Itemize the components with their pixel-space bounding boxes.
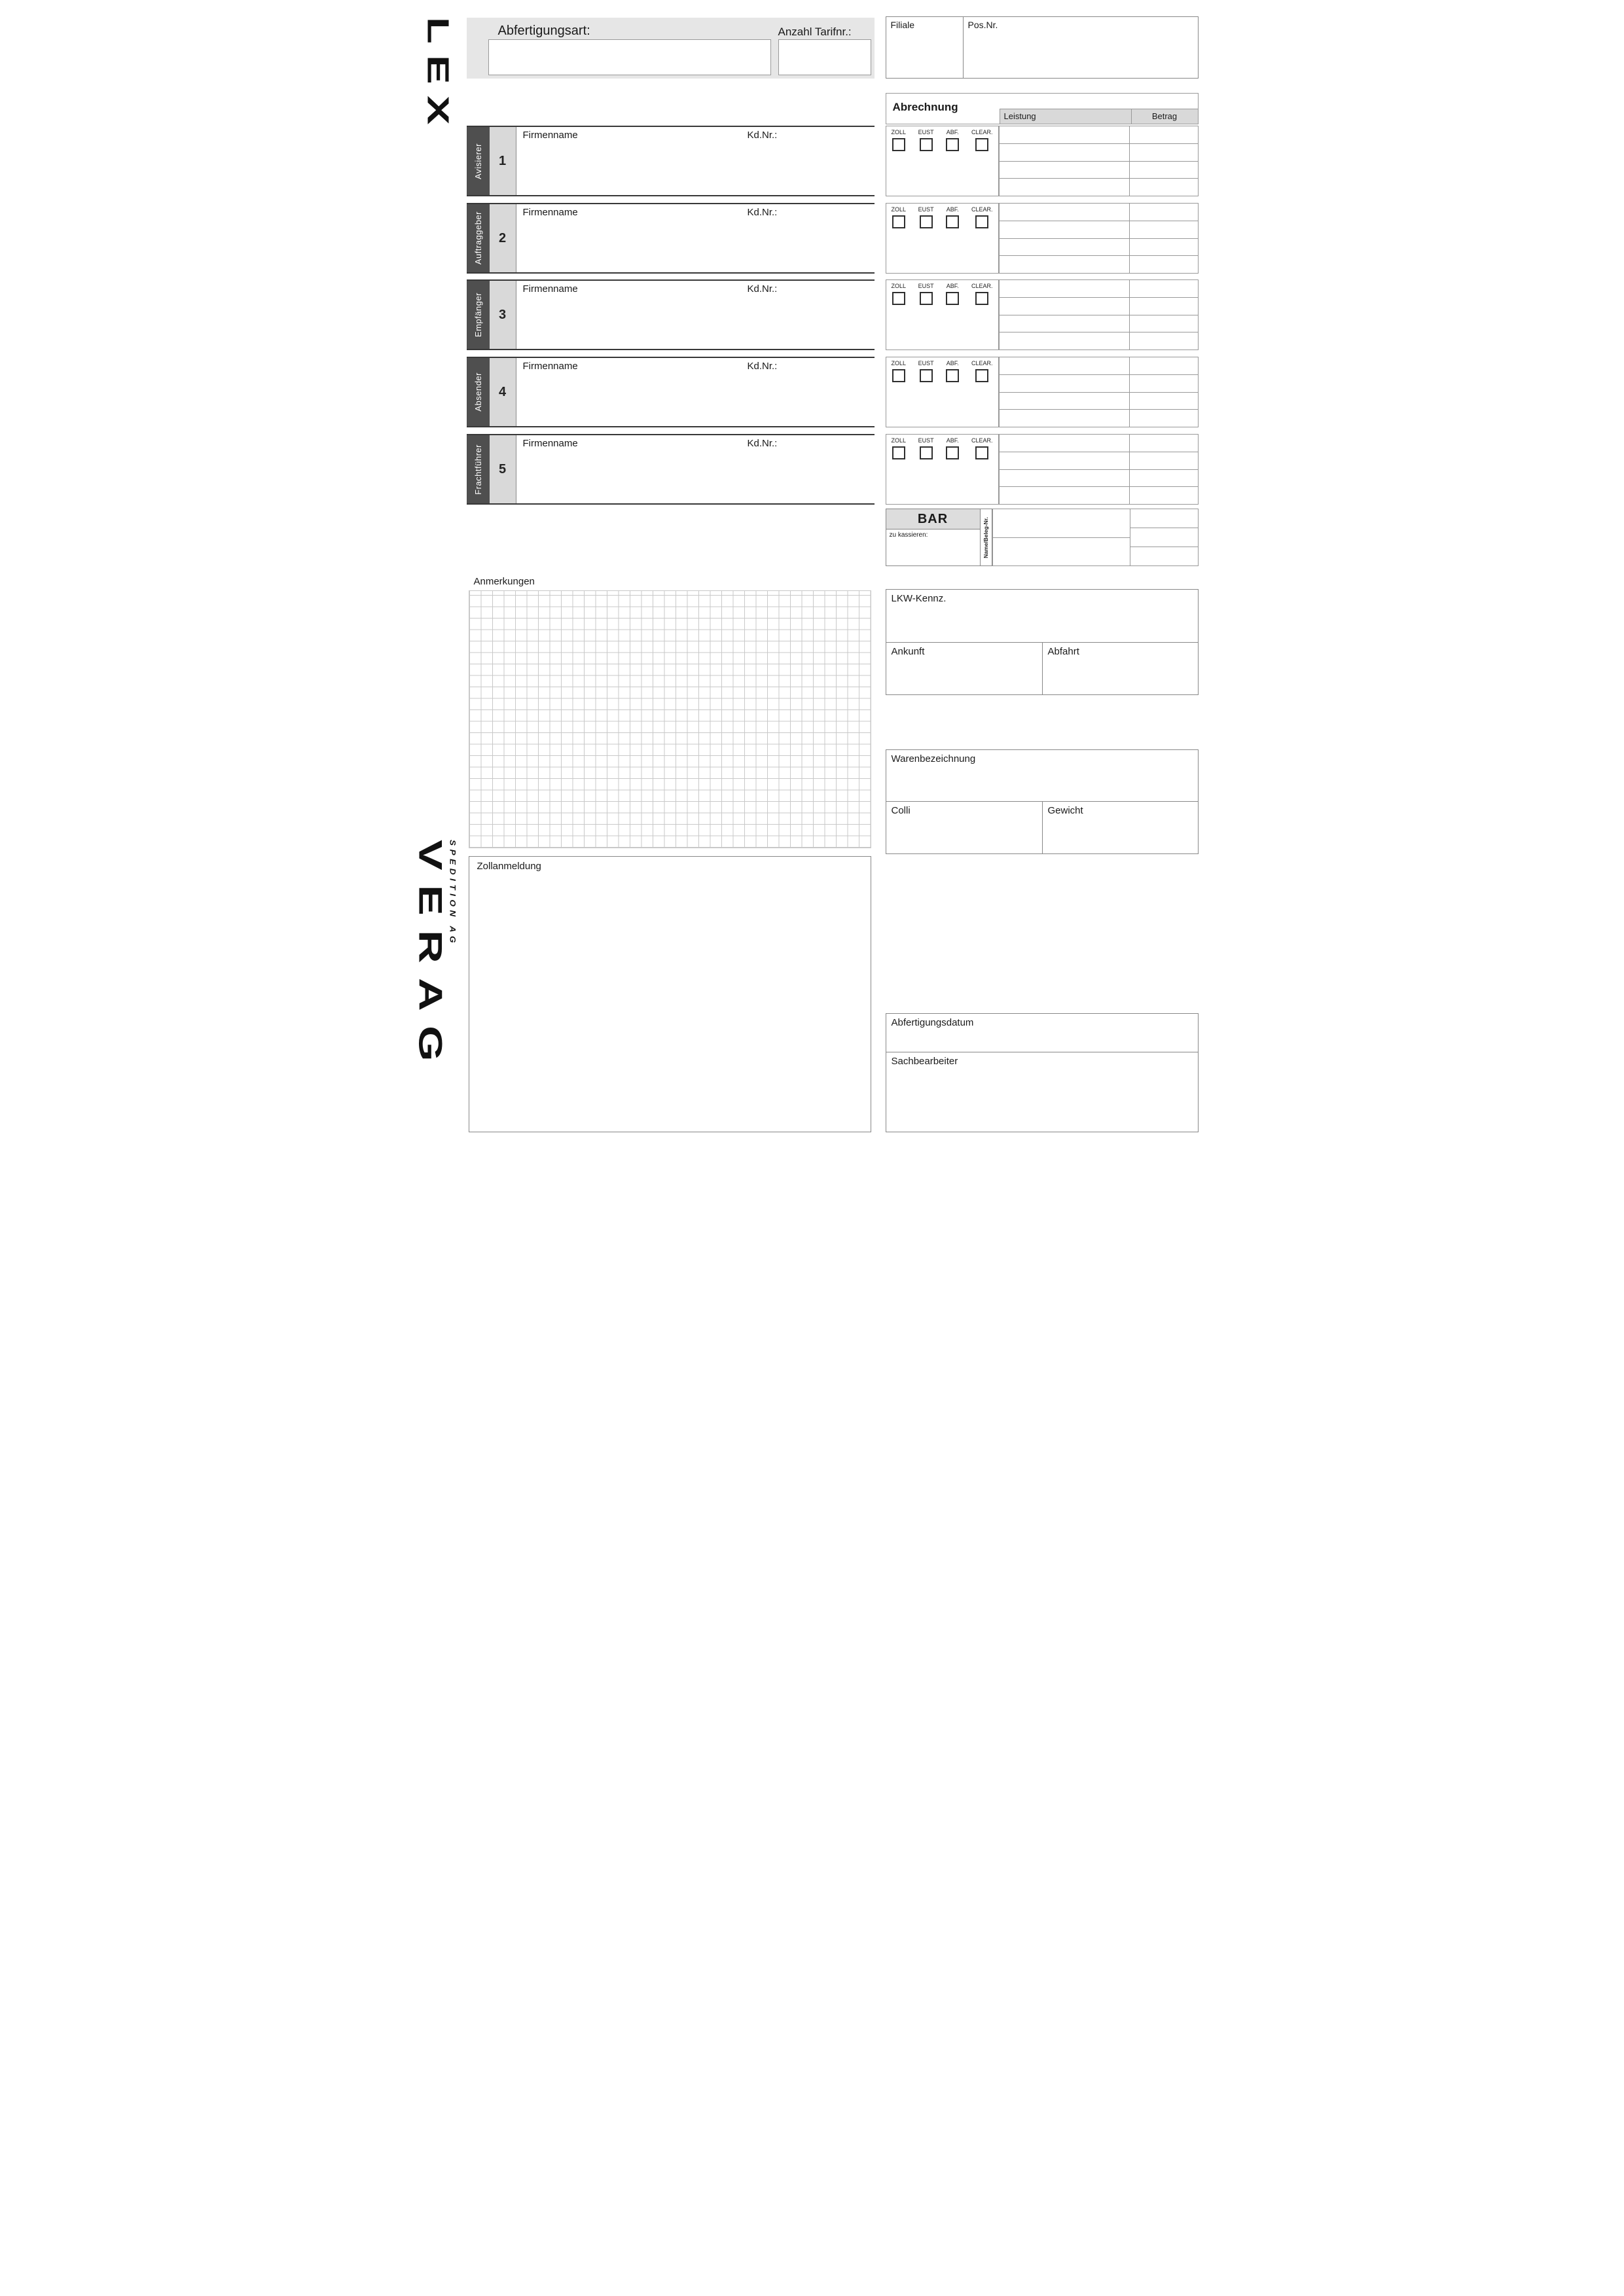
betrag-cell[interactable]: [1130, 435, 1199, 452]
anzahl-tarifnr-label: Anzahl Tarifnr.:: [778, 26, 852, 38]
abf-check: [946, 360, 959, 427]
zoll-label: ZOLL: [891, 283, 907, 289]
billing-row: [999, 239, 1199, 257]
betrag-cell[interactable]: [1130, 126, 1199, 143]
abf-checkbox[interactable]: [946, 369, 959, 382]
abf-checkbox[interactable]: [946, 446, 959, 459]
leistung-cell[interactable]: [999, 204, 1130, 221]
firmenname-field[interactable]: [516, 127, 875, 195]
abf-checkbox[interactable]: [946, 215, 959, 228]
abf-label: ABF.: [946, 206, 959, 213]
billing-row: [999, 162, 1199, 179]
customs-checkbox-group: [886, 279, 999, 350]
leistung-cell[interactable]: [999, 410, 1130, 427]
anzahl-tarifnr-field[interactable]: [778, 39, 871, 75]
kdnr-label: Kd.Nr.:: [747, 361, 778, 372]
verag-logo: [414, 840, 471, 1096]
party-billing-block: [886, 357, 1199, 427]
billing-row: [999, 298, 1199, 315]
party-number: 4: [498, 384, 507, 399]
eust-check: [918, 437, 934, 504]
colli-gewicht-row: [886, 801, 1198, 853]
name-beleg-cell[interactable]: [993, 509, 1130, 538]
zoll-label: ZOLL: [891, 129, 907, 135]
zollanmeldung-field[interactable]: [469, 856, 871, 1132]
billing-table: [999, 279, 1199, 350]
eust-checkbox[interactable]: [920, 446, 933, 459]
party-number: 2: [498, 230, 507, 245]
billing-row: [999, 487, 1199, 505]
eust-label: EUST: [918, 206, 934, 213]
bar-section: [886, 509, 981, 566]
name-beleg-column: [981, 509, 992, 566]
leistung-cell[interactable]: [999, 470, 1130, 487]
zoll-check: [892, 437, 907, 504]
abf-label: ABF.: [946, 360, 959, 367]
betrag-cell[interactable]: [1130, 256, 1199, 273]
betrag-cell[interactable]: [1130, 144, 1199, 161]
party-row-2: [467, 203, 1199, 274]
filiale-field[interactable]: [886, 17, 964, 78]
billing-row: [999, 470, 1199, 488]
clear-check: [971, 283, 993, 350]
eust-label: EUST: [918, 129, 934, 135]
billing-row: [999, 332, 1199, 350]
bar-billing-table: [992, 509, 1199, 566]
billing-column-headers: [1000, 109, 1198, 124]
clear-checkbox[interactable]: [975, 369, 988, 382]
abf-check: [946, 437, 959, 504]
party-billing-block: [886, 434, 1199, 505]
name-beleg-label: Name/Beleg-Nr.: [983, 516, 989, 558]
clear-checkbox[interactable]: [975, 446, 988, 459]
leistung-cell[interactable]: [999, 298, 1130, 315]
billing-row: [999, 280, 1199, 298]
abfertigungsart-label: Abfertigungsart:: [497, 24, 590, 38]
billing-row: [999, 126, 1199, 144]
party-role-bar: [467, 435, 490, 503]
pos-nr-label: Pos.Nr.: [967, 20, 998, 30]
billing-row: [999, 256, 1199, 274]
warenbezeichnung-box[interactable]: [886, 749, 1199, 854]
firmenname-label: Firmenname: [522, 130, 578, 141]
clear-label: CLEAR.: [971, 129, 993, 135]
zoll-label: ZOLL: [891, 206, 907, 213]
firmenname-label: Firmenname: [522, 361, 578, 372]
billing-table: [999, 434, 1199, 505]
abfertigungsdatum-field[interactable]: [886, 1013, 1199, 1052]
leistung-cell[interactable]: [999, 126, 1130, 143]
eust-checkbox[interactable]: [920, 369, 933, 382]
leistung-cell[interactable]: [999, 179, 1130, 196]
anmerkungen-label: Anmerkungen: [473, 576, 535, 587]
clear-check: [971, 206, 993, 273]
warenbezeichnung-label: Warenbezeichnung: [891, 753, 976, 764]
party-number: 3: [498, 307, 507, 322]
kdnr-label: Kd.Nr.:: [747, 207, 778, 218]
leistung-cell[interactable]: [999, 393, 1130, 410]
party-left-block: [467, 357, 875, 427]
zoll-check: [892, 129, 907, 196]
firmenname-field[interactable]: [516, 358, 875, 426]
leistung-cell[interactable]: [999, 487, 1130, 504]
clear-label: CLEAR.: [971, 360, 993, 367]
party-role-label: Empfänger: [473, 292, 483, 338]
eust-check: [918, 206, 934, 273]
firmenname-label: Firmenname: [522, 438, 578, 449]
sachbearbeiter-field[interactable]: [886, 1052, 1199, 1132]
firmenname-field[interactable]: [516, 204, 875, 272]
clear-label: CLEAR.: [971, 206, 993, 213]
zoll-check: [892, 283, 907, 350]
betrag-cell[interactable]: [1130, 239, 1199, 256]
eust-check: [918, 360, 934, 427]
leistung-cell[interactable]: [999, 144, 1130, 161]
ankunft-label: Ankunft: [891, 646, 925, 657]
billing-table: [999, 357, 1199, 427]
leistung-cell[interactable]: [999, 221, 1130, 238]
leistung-cell[interactable]: [999, 239, 1130, 256]
abf-checkbox[interactable]: [946, 138, 959, 151]
billing-row: [999, 375, 1199, 393]
zoll-checkbox[interactable]: [892, 369, 905, 382]
party-billing-block: [886, 203, 1199, 274]
abf-label: ABF.: [946, 437, 959, 444]
billing-row: [999, 452, 1199, 470]
customs-checkbox-group: [886, 434, 999, 505]
party-role-bar: [467, 281, 490, 349]
betrag-cell[interactable]: [1130, 315, 1199, 332]
party-left-block: [467, 126, 875, 196]
filiale-posnr-box: [886, 16, 1199, 79]
billing-row: [999, 357, 1199, 375]
betrag-cell[interactable]: [1130, 547, 1198, 565]
party-left-block: [467, 203, 875, 274]
firmenname-field[interactable]: [516, 435, 875, 503]
zoll-check: [892, 206, 907, 273]
eust-label: EUST: [918, 283, 934, 289]
lkw-kennz-label: LKW-Kennz.: [891, 593, 947, 604]
betrag-cell[interactable]: [1130, 332, 1199, 350]
betrag-cell[interactable]: [1130, 357, 1199, 374]
betrag-column-header: Betrag: [1131, 109, 1198, 124]
zoll-checkbox[interactable]: [892, 292, 905, 305]
name-beleg-cells: [993, 509, 1130, 565]
betrag-cell[interactable]: [1130, 280, 1199, 297]
lkw-kennz-box[interactable]: [886, 589, 1199, 695]
clear-checkbox[interactable]: [975, 138, 988, 151]
billing-row: [999, 144, 1199, 162]
leistung-cell[interactable]: [999, 332, 1130, 350]
leistung-cell[interactable]: [999, 375, 1130, 392]
leistung-cell[interactable]: [999, 256, 1130, 273]
billing-row: [999, 179, 1199, 196]
name-beleg-cell[interactable]: [993, 538, 1130, 566]
billing-table: [999, 203, 1199, 274]
customs-checkbox-group: [886, 203, 999, 274]
leistung-cell[interactable]: [999, 357, 1130, 374]
clear-label: CLEAR.: [971, 437, 993, 444]
billing-row: [999, 435, 1199, 452]
sachbearbeiter-label: Sachbearbeiter: [891, 1056, 958, 1067]
leistung-cell[interactable]: [999, 280, 1130, 297]
leistung-cell[interactable]: [999, 435, 1130, 452]
billing-row: [999, 393, 1199, 410]
customs-checkbox-group: [886, 126, 999, 196]
zoll-label: ZOLL: [891, 437, 907, 444]
eust-check: [918, 283, 934, 350]
lex-logo-text: LEX: [421, 17, 456, 136]
abf-label: ABF.: [946, 129, 959, 135]
eust-checkbox[interactable]: [920, 292, 933, 305]
ankunft-field[interactable]: [886, 643, 1042, 694]
betrag-cell[interactable]: [1130, 221, 1199, 238]
gewicht-field[interactable]: [1042, 802, 1198, 853]
bar-betrag-cells: [1130, 509, 1198, 565]
clear-check: [971, 360, 993, 427]
firmenname-label: Firmenname: [522, 207, 578, 218]
party-role-label: Avisierer: [473, 143, 483, 179]
betrag-cell[interactable]: [1130, 487, 1199, 504]
betrag-cell[interactable]: [1130, 204, 1199, 221]
firmenname-field[interactable]: [516, 281, 875, 349]
zoll-checkbox[interactable]: [892, 215, 905, 228]
billing-row: [999, 204, 1199, 221]
abrechnung-title: Abrechnung: [892, 101, 958, 113]
party-row-3: [467, 279, 1199, 350]
customs-checkbox-group: [886, 357, 999, 427]
party-row-5: [467, 434, 1199, 505]
ankunft-abfahrt-row: [886, 642, 1198, 694]
betrag-cell[interactable]: [1130, 393, 1199, 410]
betrag-cell[interactable]: [1130, 298, 1199, 315]
betrag-cell[interactable]: [1130, 179, 1199, 196]
firmenname-label: Firmenname: [522, 283, 578, 295]
party-role-bar: [467, 358, 490, 426]
betrag-cell[interactable]: [1130, 162, 1199, 179]
gewicht-label: Gewicht: [1047, 805, 1083, 816]
abrechnung-header: [886, 93, 1199, 124]
clear-check: [971, 129, 993, 196]
leistung-cell[interactable]: [999, 162, 1130, 179]
clear-checkbox[interactable]: [975, 215, 988, 228]
zoll-check: [892, 360, 907, 427]
zoll-label: ZOLL: [891, 360, 907, 367]
party-role-label: Absender: [473, 372, 483, 412]
party-number: 1: [498, 153, 507, 168]
anmerkungen-grid[interactable]: [469, 590, 871, 848]
zu-kassieren-label: zu kassieren:: [889, 531, 928, 539]
zoll-checkbox[interactable]: [892, 138, 905, 151]
lex-logo: [414, 17, 463, 136]
kdnr-label: Kd.Nr.:: [747, 438, 778, 449]
abfahrt-field[interactable]: [1042, 643, 1198, 694]
zollanmeldung-label: Zollanmeldung: [477, 861, 541, 872]
party-row-1: [467, 126, 1199, 196]
form-page: [406, 0, 1218, 1148]
abfahrt-label: Abfahrt: [1047, 646, 1079, 657]
billing-row: [999, 315, 1199, 333]
verag-logo-subtext: SPEDITION AG: [448, 840, 458, 947]
betrag-cell[interactable]: [1130, 452, 1199, 469]
filiale-label: Filiale: [890, 20, 915, 30]
party-left-block: [467, 279, 875, 350]
colli-label: Colli: [891, 805, 911, 816]
eust-check: [918, 129, 934, 196]
bar-title: BAR: [886, 509, 981, 529]
betrag-cell[interactable]: [1130, 509, 1198, 528]
abf-check: [946, 129, 959, 196]
party-role-bar: [467, 127, 490, 195]
betrag-cell[interactable]: [1130, 528, 1198, 547]
leistung-cell[interactable]: [999, 452, 1130, 469]
abfertigungsart-field[interactable]: [488, 39, 771, 75]
party-billing-block: [886, 279, 1199, 350]
abf-label: ABF.: [946, 283, 959, 289]
party-role-label: Auftraggeber: [473, 211, 483, 265]
zoll-checkbox[interactable]: [892, 446, 905, 459]
betrag-cell[interactable]: [1130, 470, 1199, 487]
abf-check: [946, 206, 959, 273]
party-row-4: [467, 357, 1199, 427]
clear-check: [971, 437, 993, 504]
eust-checkbox[interactable]: [920, 138, 933, 151]
eust-label: EUST: [918, 360, 934, 367]
abf-checkbox[interactable]: [946, 292, 959, 305]
leistung-column-header: Leistung: [1003, 111, 1036, 121]
billing-row: [999, 410, 1199, 427]
party-number: 5: [498, 461, 507, 476]
party-left-block: [467, 434, 875, 505]
billing-row: [999, 221, 1199, 239]
pos-nr-field[interactable]: [964, 17, 1198, 78]
party-billing-block: [886, 126, 1199, 196]
zu-kassieren-field[interactable]: [886, 529, 981, 566]
kdnr-label: Kd.Nr.:: [747, 130, 778, 141]
betrag-cell[interactable]: [1130, 410, 1199, 427]
clear-label: CLEAR.: [971, 283, 993, 289]
leistung-cell[interactable]: [999, 315, 1130, 332]
clear-checkbox[interactable]: [975, 292, 988, 305]
eust-checkbox[interactable]: [920, 215, 933, 228]
betrag-cell[interactable]: [1130, 375, 1199, 392]
colli-field[interactable]: [886, 802, 1042, 853]
verag-logo-text: VERAG: [412, 840, 449, 1076]
eust-label: EUST: [918, 437, 934, 444]
party-role-label: Frachtführer: [473, 444, 483, 495]
party-role-bar: [467, 204, 490, 272]
kdnr-label: Kd.Nr.:: [747, 283, 778, 295]
abf-check: [946, 283, 959, 350]
abfertigungsdatum-label: Abfertigungsdatum: [891, 1017, 974, 1028]
billing-table: [999, 126, 1199, 196]
